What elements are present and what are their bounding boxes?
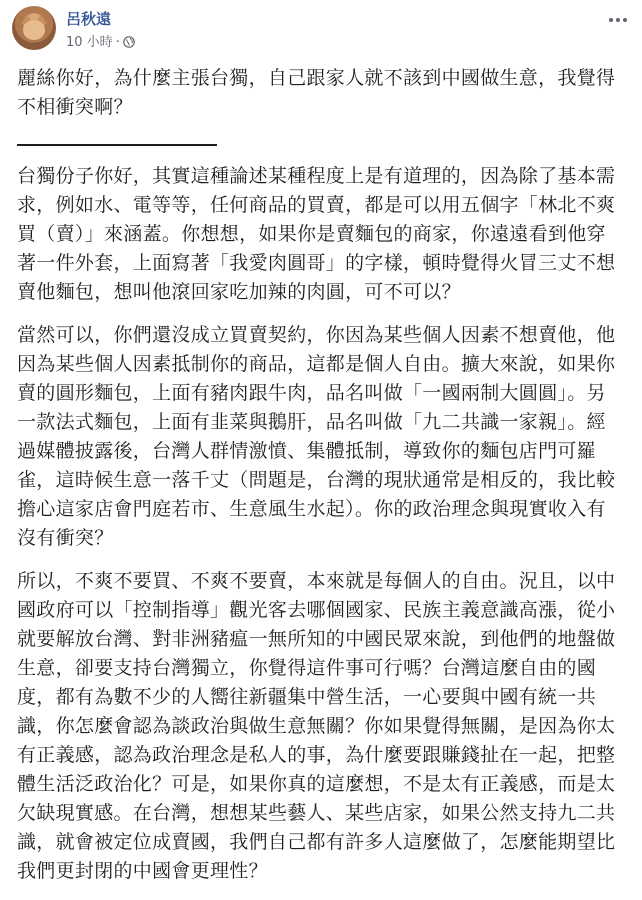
more-options-icon[interactable]	[606, 12, 630, 28]
more-dot	[616, 18, 620, 22]
post-question: 麗絲你好，為什麼主張台獨，自己跟家人就不該到中國做生意，我覺得不相衝突啊？	[17, 67, 616, 118]
post-header	[12, 6, 630, 56]
post-paragraph: 所以，不爽不要買、不爽不要賣，本來就是每個人的自由。況且，以中國政府可以「控制指導」觀光客去哪個國家、民族主義意識高漲，從小就要解放台灣、對非洲豬瘟一無所知的中國民眾來說，到他們的地盤做生意，卻要支持台灣獨立，你覺得這件事可行嗎？台灣這麼自由的國度，都有為數不少的人嚮往新疆集中營生活，一心要與中國有統一共識，你怎麼會認為談政治與做生意無關？你如果覺得無關，是因為你太有正義感，認為政治理念是私人的事，為什麼要跟賺錢扯在一起，把整體生活泛政治化？可是，如果你真的這麼想，不是太有正義感，而是太欠缺現實感。在台灣，想想某些藝人、某些店家，如果公然支持九二共識，就會被定位成賣國，我們自己都有許多人這麼做了，怎麼能期望比我們更封閉的中國會更理性？	[17, 570, 616, 882]
post-body	[17, 64, 623, 900]
author-name[interactable]: 呂秋遠	[66, 10, 112, 28]
post-paragraph: 當然可以，你們還沒成立買賣契約，你因為某些個人因素不想賣他，他因為某些個人因素抵制你的商品，這都是個人自由。擴大來說，如果你賣的圓形麵包，上面有豬肉跟牛肉，品名叫做「一國兩制大圓圓」。另一款法式麵包，上面有韭菜與鵝肝，品名叫做「九二共識一家親」。經過媒體披露後，台灣人群情激憤、集體抵制，導致你的麵包店門可羅雀，這時候生意一落千丈（問題是，台灣的現狀通常是相反的，我比較擔心這家店會門庭若市、生意風生水起）。你的政治理念與現實收入有沒有衝突？	[17, 324, 616, 549]
globe-icon[interactable]	[123, 36, 135, 52]
post-paragraph: 台獨份子你好，其實這種論述某種程度上是有道理的，因為除了基本需求，例如水、電等等，任何商品的買賣，都是可以用五個字「林北不爽買（賣）」來涵蓋。你想想，如果你是賣麵包的商家，你遠遠看到他穿著一件外套，上面寫著「我愛肉圓哥」的字樣，頓時覺得火冒三丈不想賣他麵包，想叫他滾回家吃加辣的肉圓，可不可以？	[17, 165, 616, 303]
more-dot	[623, 18, 627, 22]
avatar-face	[23, 20, 45, 40]
post-meta	[66, 31, 135, 52]
meta-separator: ·	[115, 35, 120, 50]
divider-line	[17, 144, 217, 146]
post-timestamp[interactable]: 10 小時	[66, 35, 113, 50]
more-dot	[609, 18, 613, 22]
avatar[interactable]	[12, 6, 56, 50]
